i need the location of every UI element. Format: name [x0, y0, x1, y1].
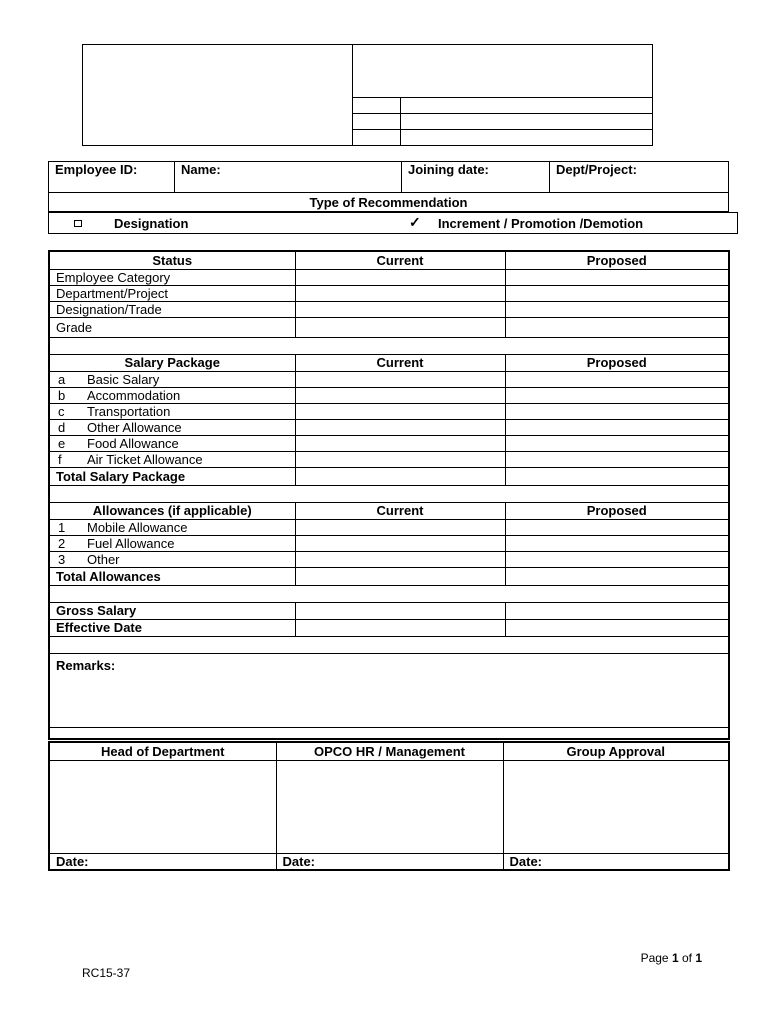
- salary-header-row: [49, 354, 729, 371]
- page-total: 1: [695, 951, 702, 965]
- current-cell[interactable]: [295, 419, 505, 435]
- salary-current-header: Current: [295, 354, 505, 371]
- table-row: [49, 285, 729, 301]
- row-label: Other Allowance: [87, 419, 182, 435]
- row-number: 3: [58, 551, 66, 567]
- proposed-cell[interactable]: [505, 602, 729, 619]
- group-date-field[interactable]: Date:: [503, 853, 729, 870]
- allowances-current-header: Current: [295, 502, 505, 519]
- allowance-row-label: [49, 535, 295, 551]
- row-letter: b: [58, 387, 66, 403]
- table-row: [49, 301, 729, 317]
- current-cell[interactable]: [295, 619, 505, 636]
- spacer-row: [49, 636, 729, 653]
- row-label: Transportation: [87, 403, 171, 419]
- table-row: [49, 519, 729, 535]
- hod-date-field[interactable]: Date:: [49, 853, 276, 870]
- opco-date-field[interactable]: Date:: [276, 853, 503, 870]
- remarks-field[interactable]: [49, 653, 729, 727]
- page-number: [641, 951, 702, 965]
- page-prefix: Page: [640, 951, 672, 965]
- row-letter: a: [58, 371, 66, 387]
- spacer-row: [49, 485, 729, 502]
- table-row: [49, 387, 729, 403]
- page-current: 1: [671, 951, 679, 965]
- effective-date-label: Effective Date: [49, 619, 295, 636]
- salary-row-label: [49, 451, 295, 467]
- date-row: [49, 853, 729, 870]
- total-salary-label: Total Salary Package: [49, 467, 295, 485]
- row-label: Basic Salary: [87, 371, 160, 387]
- recommendation-title: Type of Recommendation: [49, 193, 729, 212]
- compensation-table: [48, 250, 730, 740]
- spacer-row: [49, 337, 729, 354]
- current-cell[interactable]: [295, 519, 505, 535]
- current-cell[interactable]: [295, 317, 505, 337]
- current-cell[interactable]: [295, 467, 505, 485]
- group-approval-header: Group Approval: [503, 742, 729, 760]
- allowance-row-label: [49, 519, 295, 535]
- status-proposed-header: Proposed: [505, 251, 729, 269]
- current-cell[interactable]: [295, 435, 505, 451]
- total-allowances-label: Total Allowances: [49, 567, 295, 585]
- salary-row-label: [49, 403, 295, 419]
- proposed-cell[interactable]: [505, 619, 729, 636]
- status-header-row: [49, 251, 729, 269]
- current-cell[interactable]: [295, 301, 505, 317]
- status-header: Status: [49, 251, 295, 269]
- opco-signature-box[interactable]: [276, 760, 503, 853]
- proposed-cell[interactable]: [505, 467, 729, 485]
- header-info-row: [352, 97, 652, 114]
- joining-date-field[interactable]: [402, 162, 550, 193]
- current-cell[interactable]: [295, 403, 505, 419]
- gross-salary-label: Gross Salary: [49, 602, 295, 619]
- table-row: [49, 317, 729, 337]
- form-title-area: [352, 45, 652, 98]
- recommendation-options: [48, 212, 738, 234]
- checkmark-icon[interactable]: ✓: [409, 214, 421, 230]
- row-letter: e: [58, 435, 66, 451]
- proposed-cell[interactable]: [505, 269, 729, 285]
- remarks-label: Remarks:: [56, 657, 116, 673]
- form-code: RC15-37: [82, 966, 131, 980]
- proposed-cell[interactable]: [505, 567, 729, 585]
- row-label: Mobile Allowance: [87, 519, 188, 535]
- proposed-cell[interactable]: [505, 285, 729, 301]
- gross-salary-row: [49, 602, 729, 619]
- current-cell[interactable]: [295, 551, 505, 567]
- salary-row-label: [49, 419, 295, 435]
- hod-signature-box[interactable]: [49, 760, 276, 853]
- option-designation-label: Designation: [114, 216, 189, 231]
- joining-date-label: Joining date:: [408, 162, 489, 177]
- proposed-cell[interactable]: [505, 435, 729, 451]
- salary-row-label: [49, 435, 295, 451]
- header-divider: [400, 97, 401, 145]
- proposed-cell[interactable]: [505, 387, 729, 403]
- table-row: [49, 269, 729, 285]
- current-cell[interactable]: [295, 567, 505, 585]
- row-letter: d: [58, 419, 66, 435]
- header-info-row: [352, 113, 652, 130]
- total-salary-row: [49, 467, 729, 485]
- option-increment-label: Increment / Promotion /Demotion: [438, 216, 644, 231]
- proposed-cell[interactable]: [505, 535, 729, 551]
- current-cell[interactable]: [295, 451, 505, 467]
- row-letter: c: [58, 403, 65, 419]
- table-row: [49, 451, 729, 467]
- proposed-cell[interactable]: [505, 371, 729, 387]
- status-row-label: Department/Project: [49, 285, 295, 301]
- group-signature-box[interactable]: [503, 760, 729, 853]
- total-allowances-row: [49, 567, 729, 585]
- row-label: Fuel Allowance: [87, 535, 175, 551]
- employee-id-label: Employee ID:: [55, 162, 138, 177]
- proposed-cell[interactable]: [505, 419, 729, 435]
- allowances-header-row: [49, 502, 729, 519]
- status-row-label: Designation/Trade: [49, 301, 295, 317]
- current-cell[interactable]: [295, 371, 505, 387]
- status-current-header: Current: [295, 251, 505, 269]
- row-number: 1: [58, 519, 66, 535]
- remarks-row: [49, 653, 729, 727]
- hod-header: Head of Department: [49, 742, 276, 760]
- proposed-cell[interactable]: [505, 301, 729, 317]
- employee-id-field[interactable]: [49, 162, 175, 193]
- dept-project-field[interactable]: [550, 162, 729, 193]
- salary-row-label: [49, 387, 295, 403]
- allowances-header: Allowances (if applicable): [49, 502, 295, 519]
- proposed-cell[interactable]: [505, 519, 729, 535]
- allowance-row-label: [49, 551, 295, 567]
- signature-row: [49, 760, 729, 853]
- row-letter: f: [58, 451, 62, 467]
- current-cell[interactable]: [295, 535, 505, 551]
- row-label: Air Ticket Allowance: [87, 451, 203, 467]
- name-label: Name:: [181, 162, 221, 177]
- spacer-row: [49, 585, 729, 602]
- dept-project-label: Dept/Project:: [556, 162, 637, 177]
- row-label: Other: [87, 551, 120, 567]
- name-field[interactable]: [175, 162, 402, 193]
- row-label: Food Allowance: [87, 435, 179, 451]
- table-row: [49, 403, 729, 419]
- table-row: [49, 419, 729, 435]
- checkbox-empty-icon[interactable]: [74, 220, 82, 227]
- salary-proposed-header: Proposed: [505, 354, 729, 371]
- opco-header: OPCO HR / Management: [276, 742, 503, 760]
- current-cell[interactable]: [295, 387, 505, 403]
- table-row: [49, 551, 729, 567]
- allowances-proposed-header: Proposed: [505, 502, 729, 519]
- proposed-cell[interactable]: [505, 403, 729, 419]
- proposed-cell[interactable]: [505, 451, 729, 467]
- proposed-cell[interactable]: [505, 317, 729, 337]
- approval-header-row: [49, 742, 729, 760]
- proposed-cell[interactable]: [505, 551, 729, 567]
- status-row-label: Employee Category: [49, 269, 295, 285]
- salary-header: Salary Package: [49, 354, 295, 371]
- salary-row-label: [49, 371, 295, 387]
- current-cell[interactable]: [295, 285, 505, 301]
- row-label: Accommodation: [87, 387, 181, 403]
- page-of: of: [678, 951, 696, 965]
- table-row: [49, 535, 729, 551]
- employee-info-table: [48, 161, 729, 212]
- current-cell[interactable]: [295, 269, 505, 285]
- form-header-box: [82, 44, 653, 146]
- table-row: [49, 371, 729, 387]
- table-row: [49, 435, 729, 451]
- spacer-row: [49, 727, 729, 739]
- header-info-row: [352, 129, 652, 145]
- effective-date-row: [49, 619, 729, 636]
- logo-area: [83, 45, 353, 145]
- approval-table: [48, 741, 730, 871]
- row-number: 2: [58, 535, 66, 551]
- status-row-label: Grade: [49, 317, 295, 337]
- current-cell[interactable]: [295, 602, 505, 619]
